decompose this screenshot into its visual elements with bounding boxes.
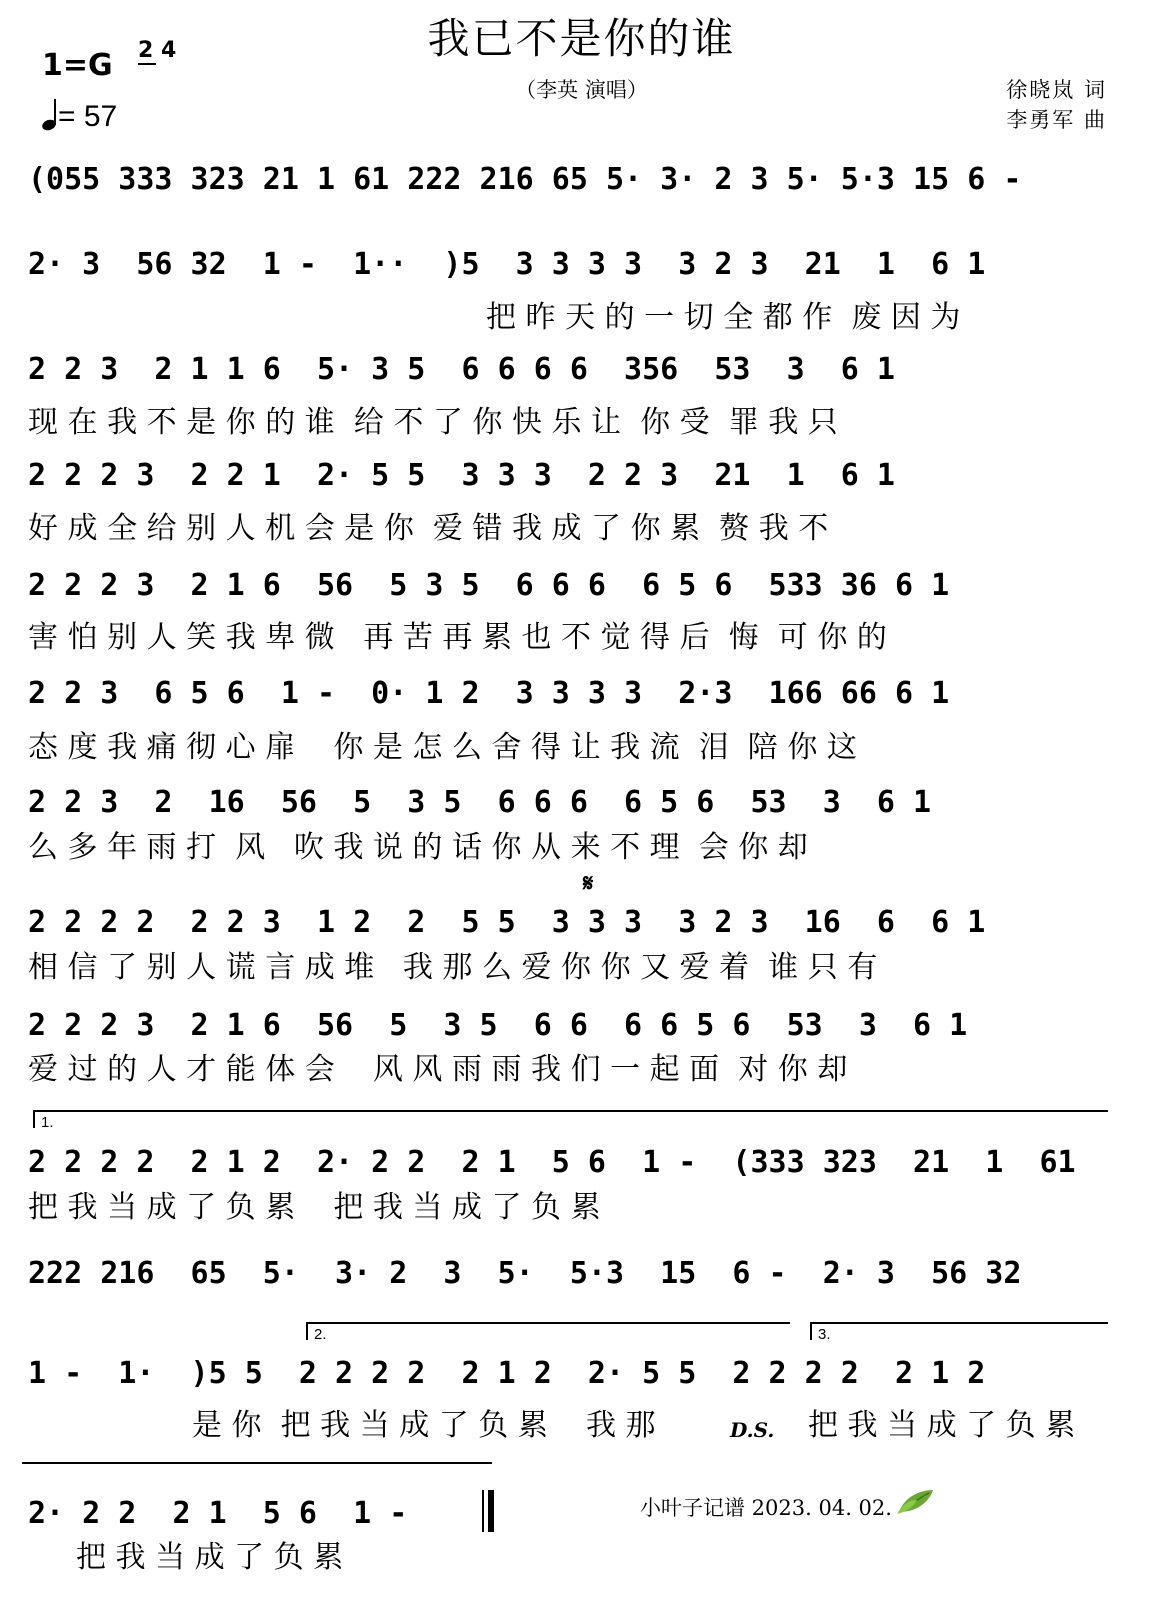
notation-row-4: 2 2 2 3 2 2 1 2· 5 5 3 3 3 2 2 3 21 1 6 1 bbox=[28, 458, 895, 493]
volta-3-bracket: 3. bbox=[810, 1322, 1108, 1340]
notation-row-8: 2 2 2 2 2 2 3 1 2 2 5 5 3 3 3 3 2 3 16 6 6 1 bbox=[28, 905, 986, 940]
time-sig-divider bbox=[138, 63, 156, 65]
lyric-line-5: 态 度 我 痛 彻 心 扉 你 是 怎 么 舍 得 让 我 流 泪 陪 你 这 bbox=[28, 730, 857, 765]
notation-row-10: 2 2 2 2 2 1 2 2· 2 2 2 1 5 6 1 - (333 323 21 1 61 bbox=[28, 1145, 1076, 1180]
lyric-line-6: 么 多 年 雨 打 风 吹 我 说 的 话 你 从 来 不 理 会 你 却 bbox=[28, 830, 808, 865]
lyric-line-3: 好 成 全 给 别 人 机 会 是 你 爱 错 我 成 了 你 累 赘 我 不 bbox=[28, 511, 829, 546]
notation-row-9: 2 2 2 3 2 1 6 56 5 3 5 6 6 6 6 5 6 53 3 6 1 bbox=[28, 1008, 968, 1043]
lyric-line-8: 爱 过 的 人 才 能 体 会 风 风 雨 雨 我 们 一 起 面 对 你 却 bbox=[28, 1052, 848, 1087]
volta-2-bracket: 2. bbox=[306, 1322, 790, 1340]
notation-row-3: 2 2 3 2 1 1 6 5· 3 5 6 6 6 6 356 53 3 6 1 bbox=[28, 352, 895, 387]
notation-row-1: (055 333 323 21 1 61 222 216 65 5· 3· 2 3 5· 5·3 15 6 - bbox=[28, 162, 1022, 197]
volta-continuation bbox=[22, 1462, 492, 1480]
lyric-line-4: 害 怕 别 人 笑 我 卑 微 再 苦 再 累 也 不 觉 得 后 悔 可 你 的 bbox=[28, 620, 887, 655]
tempo-marking bbox=[42, 100, 117, 134]
notation-row-6: 2 2 3 6 5 6 1 - 0· 1 2 3 3 3 3 2·3 166 66 6 1 bbox=[28, 676, 950, 711]
leaf-icon bbox=[895, 1486, 935, 1516]
lyric-line-9: 把 我 当 成 了 负 累 把 我 当 成 了 负 累 bbox=[28, 1190, 601, 1225]
segno-sign: 𝄋 bbox=[583, 868, 594, 897]
time-signature bbox=[138, 40, 176, 62]
notation-row-7: 2 2 3 2 16 56 5 3 5 6 6 6 6 5 6 53 3 6 1 bbox=[28, 785, 932, 820]
lyric-line-1: 把 昨 天 的 一 切 全 都 作 废 因 为 bbox=[486, 300, 961, 335]
lyric-line-10: 是 你 把 我 当 成 了 负 累 我 那 bbox=[192, 1408, 656, 1443]
transcriber-signature: 小叶子记谱 2023. 04. 02. bbox=[640, 1496, 892, 1520]
key-signature: 1=G bbox=[42, 48, 113, 83]
quarter-note-icon bbox=[42, 100, 58, 130]
composer-credit: 李勇军 曲 bbox=[1006, 108, 1107, 132]
lyric-line-11: 把 我 当 成 了 负 累 bbox=[808, 1408, 1076, 1443]
notation-row-13: 2· 2 2 2 1 5 6 1 - bbox=[28, 1496, 408, 1531]
ds-marking: D.S. bbox=[730, 1418, 775, 1442]
lyric-line-12: 把 我 当 成 了 负 累 bbox=[76, 1540, 344, 1575]
time-sig-bottom: 4 bbox=[160, 38, 177, 63]
lyric-line-2: 现 在 我 不 是 你 的 谁 给 不 了 你 快 乐 让 你 受 罪 我 只 bbox=[28, 405, 838, 440]
song-title: 我已不是你的谁 bbox=[427, 14, 736, 63]
lyricist-credit: 徐晓岚 词 bbox=[1006, 78, 1107, 102]
notation-row-5: 2 2 2 3 2 1 6 56 5 3 5 6 6 6 6 5 6 533 36 6 1 bbox=[28, 568, 950, 603]
lyric-line-7: 相 信 了 别 人 谎 言 成 堆 我 那 么 爱 你 你 又 爱 着 谁 只 有 bbox=[28, 950, 878, 985]
notation-row-12: 1 - 1· )5 5 2 2 2 2 2 1 2 2· 5 5 2 2 2 2 2 1 2 bbox=[28, 1356, 986, 1391]
singer-credit: （李英 演唱） bbox=[515, 78, 648, 102]
final-barline-thick bbox=[488, 1490, 494, 1532]
volta-1-bracket: 1. bbox=[33, 1110, 1108, 1128]
notation-row-11: 222 216 65 5· 3· 2 3 5· 5·3 15 6 - 2· 3 56 32 bbox=[28, 1256, 1022, 1291]
tempo-value: = 57 bbox=[58, 100, 118, 133]
notation-row-2: 2· 3 56 32 1 - 1·· )5 3 3 3 3 3 2 3 21 1 6 1 bbox=[28, 247, 986, 282]
final-barline-thin bbox=[482, 1490, 484, 1532]
time-sig-top: 2 bbox=[138, 38, 154, 63]
